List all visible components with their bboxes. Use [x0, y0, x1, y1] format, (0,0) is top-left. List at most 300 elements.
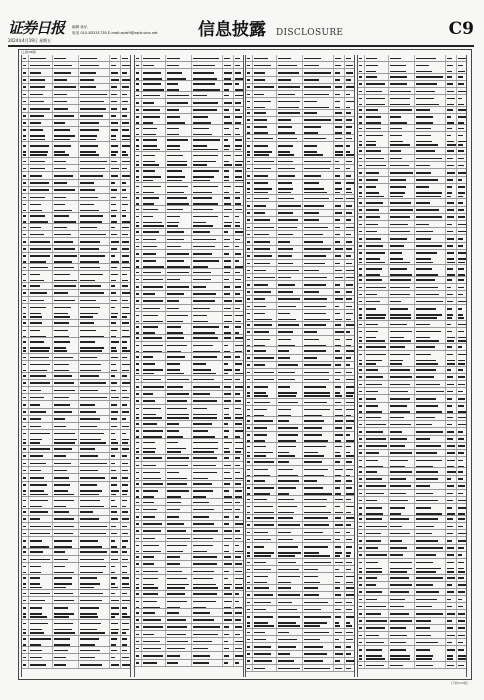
cell-text-line — [23, 629, 26, 631]
table-cell — [110, 474, 121, 480]
table-cell — [192, 312, 223, 322]
cell-text-line — [346, 324, 354, 326]
cell-text-line — [54, 613, 74, 615]
cell-text-line — [335, 79, 340, 81]
table-row — [246, 613, 354, 629]
table-cell — [358, 148, 365, 154]
cell-text-line — [254, 379, 274, 381]
cell-text-line — [143, 465, 156, 467]
cell-text-line — [366, 144, 376, 146]
table-cell — [22, 467, 29, 473]
cell-text-line — [458, 405, 464, 407]
table-cell — [135, 250, 142, 256]
table-row — [246, 459, 354, 466]
cell-text-line — [54, 463, 71, 465]
table-cell — [253, 202, 277, 208]
cell-text-line — [143, 538, 155, 540]
cell-text-line — [346, 126, 352, 128]
table-row — [135, 99, 243, 106]
cell-text-line — [247, 86, 250, 88]
cell-text-line — [278, 248, 293, 250]
cell-text-line — [167, 155, 183, 157]
table-cell — [365, 125, 389, 131]
table-row — [358, 177, 466, 184]
cell-text-line — [122, 129, 129, 131]
cell-text-line — [167, 192, 184, 194]
cell-text-line — [346, 255, 351, 257]
table-cell — [457, 148, 467, 154]
table-cell — [303, 606, 334, 612]
cell-text-line — [458, 98, 462, 100]
table-row — [358, 148, 466, 155]
cell-text-line — [390, 71, 406, 73]
cell-text-line — [416, 360, 436, 362]
cell-text-line — [122, 587, 130, 589]
cell-text-line — [346, 455, 354, 457]
table-cell — [415, 81, 446, 87]
table-cell — [29, 283, 53, 289]
cell-text-line — [335, 212, 342, 214]
table-cell — [345, 274, 355, 280]
cell-text-line — [390, 262, 410, 264]
table-cell — [389, 228, 415, 234]
table-cell — [345, 399, 355, 405]
table-cell — [253, 289, 277, 295]
cell-text-line — [122, 86, 129, 88]
table-cell — [415, 523, 446, 529]
table-cell — [345, 543, 355, 558]
cell-text-line — [136, 417, 139, 419]
cell-text-line — [335, 188, 342, 190]
table-cell — [277, 117, 303, 123]
cell-text-line — [416, 398, 436, 400]
cell-text-line — [193, 393, 210, 395]
cell-text-line — [23, 115, 26, 117]
table-cell — [457, 207, 467, 213]
table-cell — [22, 509, 29, 515]
table-cell — [29, 338, 53, 353]
cell-text-line — [80, 94, 107, 96]
table-row — [22, 467, 130, 474]
cell-text-line — [224, 122, 232, 124]
cell-text-line — [167, 170, 182, 172]
table-row — [246, 117, 354, 124]
table-cell — [415, 428, 446, 434]
table-row — [22, 380, 130, 387]
table-cell — [142, 243, 166, 249]
cell-text-line — [278, 306, 296, 308]
table-cell — [192, 195, 223, 205]
cell-text-line — [235, 563, 242, 565]
cell-text-line — [254, 161, 274, 163]
cell-text-line — [224, 551, 229, 553]
table-cell — [79, 77, 110, 83]
table-cell — [277, 383, 303, 398]
cell-text-line — [111, 330, 117, 332]
cell-text-line — [390, 466, 405, 468]
table-cell — [53, 387, 79, 393]
table-row — [135, 455, 243, 462]
cell-text-line — [458, 354, 466, 356]
cell-text-line — [458, 391, 463, 393]
cell-text-line — [122, 248, 129, 250]
cell-text-line — [458, 274, 465, 276]
cell-text-line — [136, 155, 139, 157]
cell-text-line — [193, 619, 214, 621]
table-cell — [345, 172, 355, 178]
cell-text-line — [366, 655, 382, 657]
cell-text-line — [23, 490, 26, 492]
cell-text-line — [136, 634, 139, 636]
cell-text-line — [254, 639, 266, 641]
cell-text-line — [136, 472, 139, 474]
cell-text-line — [167, 300, 179, 302]
cell-text-line — [122, 638, 127, 640]
table-cell — [29, 194, 53, 200]
cell-text-line — [304, 594, 319, 596]
cell-text-line — [447, 438, 453, 440]
table-cell — [303, 466, 334, 476]
cell-text-line — [458, 268, 464, 270]
table-cell — [135, 114, 142, 124]
table-cell — [142, 283, 166, 289]
cell-text-line — [390, 438, 407, 440]
cell-text-line — [335, 379, 340, 381]
table-row — [246, 322, 354, 329]
cell-text-line — [254, 364, 265, 366]
table-cell — [457, 250, 467, 265]
cell-text-line — [254, 65, 271, 67]
cell-text-line — [224, 222, 232, 224]
table-cell — [446, 55, 457, 61]
cell-text-line — [247, 119, 250, 121]
table-cell — [415, 114, 446, 124]
table-cell — [234, 591, 244, 597]
table-cell — [166, 542, 192, 552]
cell-text-line — [235, 369, 240, 371]
cell-text-line — [278, 524, 300, 526]
cell-text-line — [193, 170, 219, 172]
table-cell — [142, 183, 166, 193]
table-row — [246, 606, 354, 613]
cell-text-line — [458, 466, 464, 468]
table-cell — [345, 376, 355, 382]
cell-text-line — [247, 126, 250, 128]
table-cell — [234, 631, 244, 637]
table-cell — [303, 651, 334, 657]
table-cell — [234, 439, 244, 454]
cell-text-line — [278, 298, 300, 300]
cell-text-line — [136, 102, 139, 104]
cell-text-line — [247, 255, 250, 257]
cell-text-line — [278, 569, 299, 571]
cell-text-line — [254, 487, 274, 489]
cell-text-line — [247, 582, 250, 584]
table-cell — [110, 361, 121, 371]
cell-text-line — [304, 65, 319, 67]
cell-text-line — [111, 375, 115, 377]
cell-text-line — [136, 393, 139, 395]
table-cell — [253, 238, 277, 244]
cell-text-line — [54, 506, 66, 508]
table-cell — [457, 504, 467, 514]
cell-text-line — [167, 607, 180, 609]
cell-text-line — [224, 386, 231, 388]
cell-text-line — [23, 261, 26, 263]
table-cell — [142, 405, 166, 420]
table-cell — [345, 613, 355, 628]
cell-text-line — [304, 499, 327, 501]
table-cell — [135, 528, 142, 534]
cell-text-line — [416, 158, 442, 160]
table-cell — [358, 388, 365, 394]
cell-text-line — [122, 433, 126, 435]
table-cell — [389, 436, 415, 442]
cell-text-line — [390, 424, 411, 426]
table-cell — [446, 537, 457, 543]
cell-text-line — [346, 646, 351, 648]
cell-text-line — [30, 587, 42, 589]
cell-text-line — [54, 546, 72, 548]
table-cell — [121, 556, 131, 562]
table-cell — [53, 113, 79, 119]
cell-text-line — [23, 139, 26, 141]
cell-text-line — [335, 263, 340, 265]
table-cell — [79, 120, 110, 126]
table-cell — [22, 113, 29, 119]
cell-text-line — [122, 274, 127, 276]
table-cell — [121, 647, 131, 653]
cell-text-line — [447, 202, 454, 204]
cell-text-line — [458, 417, 466, 419]
cell-text-line — [143, 626, 163, 628]
cell-text-line — [80, 390, 98, 392]
cell-text-line — [278, 126, 292, 128]
table-cell — [135, 568, 142, 574]
table-cell — [358, 199, 365, 205]
cell-text-line — [247, 409, 250, 411]
table-cell — [234, 298, 244, 304]
table-cell — [415, 148, 446, 154]
table-cell — [457, 344, 467, 350]
table-cell — [389, 235, 415, 241]
cell-text-line — [359, 317, 362, 319]
cell-text-line — [335, 248, 343, 250]
table-cell — [121, 354, 131, 360]
cell-text-line — [30, 215, 45, 217]
cell-text-line — [193, 556, 217, 558]
cell-text-line — [278, 602, 292, 604]
cell-text-line — [366, 179, 378, 181]
cell-text-line — [23, 390, 26, 392]
table-row — [22, 530, 130, 537]
cell-text-line — [30, 175, 42, 177]
cell-text-line — [254, 357, 274, 359]
cell-text-line — [247, 324, 250, 326]
table-cell — [192, 168, 223, 183]
cell-text-line — [167, 612, 179, 614]
cell-text-line — [254, 660, 272, 662]
table-cell — [53, 172, 79, 178]
table-cell — [365, 497, 389, 503]
cell-text-line — [304, 161, 331, 163]
table-cell — [110, 180, 121, 186]
cell-text-line — [390, 209, 413, 211]
table-cell — [253, 399, 277, 405]
table-cell — [277, 260, 303, 266]
table-cell — [234, 269, 244, 275]
table-cell — [389, 516, 415, 522]
table-cell — [457, 662, 467, 668]
cell-text-line — [304, 86, 331, 88]
cell-text-line — [366, 493, 384, 495]
table-row — [135, 391, 243, 398]
cell-text-line — [247, 668, 250, 670]
table-cell — [53, 354, 79, 360]
cell-text-line — [23, 341, 26, 343]
cell-text-line — [23, 632, 26, 634]
cell-text-line — [80, 215, 103, 217]
cell-text-line — [235, 373, 243, 375]
cell-text-line — [390, 376, 412, 378]
table-row — [358, 321, 466, 328]
table-cell — [446, 414, 457, 420]
table-cell — [29, 380, 53, 386]
table-column-block — [134, 55, 244, 677]
table-cell — [389, 575, 415, 581]
table-cell — [365, 504, 389, 514]
table-cell — [303, 336, 334, 346]
cell-text-line — [30, 330, 40, 332]
cell-text-line — [30, 234, 44, 236]
cell-text-line — [359, 258, 362, 260]
cell-text-line — [304, 395, 330, 397]
cell-text-line — [167, 279, 180, 281]
cell-text-line — [122, 511, 128, 513]
table-cell — [166, 391, 192, 397]
cell-text-line — [390, 384, 410, 386]
cell-text-line — [247, 212, 250, 214]
cell-text-line — [390, 571, 407, 573]
cell-text-line — [167, 246, 181, 248]
cell-text-line — [278, 609, 297, 611]
cell-text-line — [416, 658, 432, 660]
table-cell — [253, 253, 277, 259]
cell-text-line — [80, 500, 100, 502]
table-cell — [166, 213, 192, 228]
table-cell — [303, 202, 334, 208]
cell-text-line — [193, 584, 216, 586]
cell-text-line — [143, 122, 153, 124]
table-cell — [277, 376, 303, 382]
cell-text-line — [416, 83, 437, 85]
table-cell — [29, 416, 53, 422]
table-row — [246, 585, 354, 592]
cell-text-line — [224, 308, 231, 310]
cell-text-line — [23, 313, 26, 315]
cell-text-line — [80, 546, 102, 548]
cell-text-line — [304, 555, 330, 557]
table-cell — [253, 195, 277, 201]
cell-text-line — [193, 65, 215, 67]
cell-text-line — [278, 313, 290, 315]
cell-text-line — [278, 101, 300, 103]
cell-text-line — [122, 540, 128, 542]
cell-text-line — [80, 204, 94, 206]
table-cell — [246, 165, 253, 171]
cell-text-line — [416, 513, 442, 515]
table-cell — [277, 69, 303, 75]
table-cell — [334, 260, 345, 266]
cell-text-line — [359, 128, 362, 130]
cell-text-line — [366, 466, 383, 468]
table-cell — [389, 403, 415, 413]
cell-text-line — [247, 94, 250, 96]
table-cell — [53, 194, 79, 200]
cell-text-line — [122, 255, 129, 257]
table-cell — [234, 250, 244, 256]
table-cell — [166, 645, 192, 651]
table-row — [22, 55, 130, 62]
table-cell — [121, 460, 131, 466]
cell-text-line — [366, 513, 383, 515]
cell-text-line — [390, 540, 402, 542]
cell-text-line — [335, 72, 340, 74]
cell-text-line — [346, 270, 354, 272]
cell-text-line — [111, 94, 117, 96]
cell-text-line — [346, 339, 352, 341]
table-cell — [29, 127, 53, 142]
cell-text-line — [278, 72, 299, 74]
cell-text-line — [167, 83, 178, 85]
table-cell — [334, 651, 345, 657]
cell-text-line — [136, 315, 139, 317]
cell-text-line — [136, 83, 139, 85]
table-cell — [142, 481, 166, 487]
cell-text-line — [447, 627, 453, 629]
cell-text-line — [136, 216, 139, 218]
table-cell — [53, 380, 79, 386]
table-cell — [79, 394, 110, 400]
cell-text-line — [54, 644, 70, 646]
cell-text-line — [359, 369, 362, 371]
cell-text-line — [122, 623, 129, 625]
cell-text-line — [247, 270, 250, 272]
table-row — [135, 617, 243, 624]
cell-text-line — [80, 115, 103, 117]
cell-text-line — [54, 350, 67, 352]
cell-text-line — [247, 364, 250, 366]
table-row — [246, 485, 354, 496]
table-cell — [110, 460, 121, 466]
cell-text-line — [359, 391, 362, 393]
cell-text-line — [30, 79, 45, 81]
table-cell — [253, 84, 277, 90]
cell-text-line — [447, 340, 454, 342]
table-cell — [389, 221, 415, 227]
cell-text-line — [335, 427, 342, 429]
table-cell — [110, 482, 121, 497]
cell-text-line — [193, 451, 214, 453]
table-cell — [142, 258, 166, 268]
cell-text-line — [278, 145, 293, 147]
cell-text-line — [458, 445, 465, 447]
cell-text-line — [278, 427, 298, 429]
table-cell — [79, 482, 110, 497]
cell-text-line — [335, 324, 341, 326]
table-cell — [29, 246, 53, 252]
table-cell — [303, 477, 334, 483]
